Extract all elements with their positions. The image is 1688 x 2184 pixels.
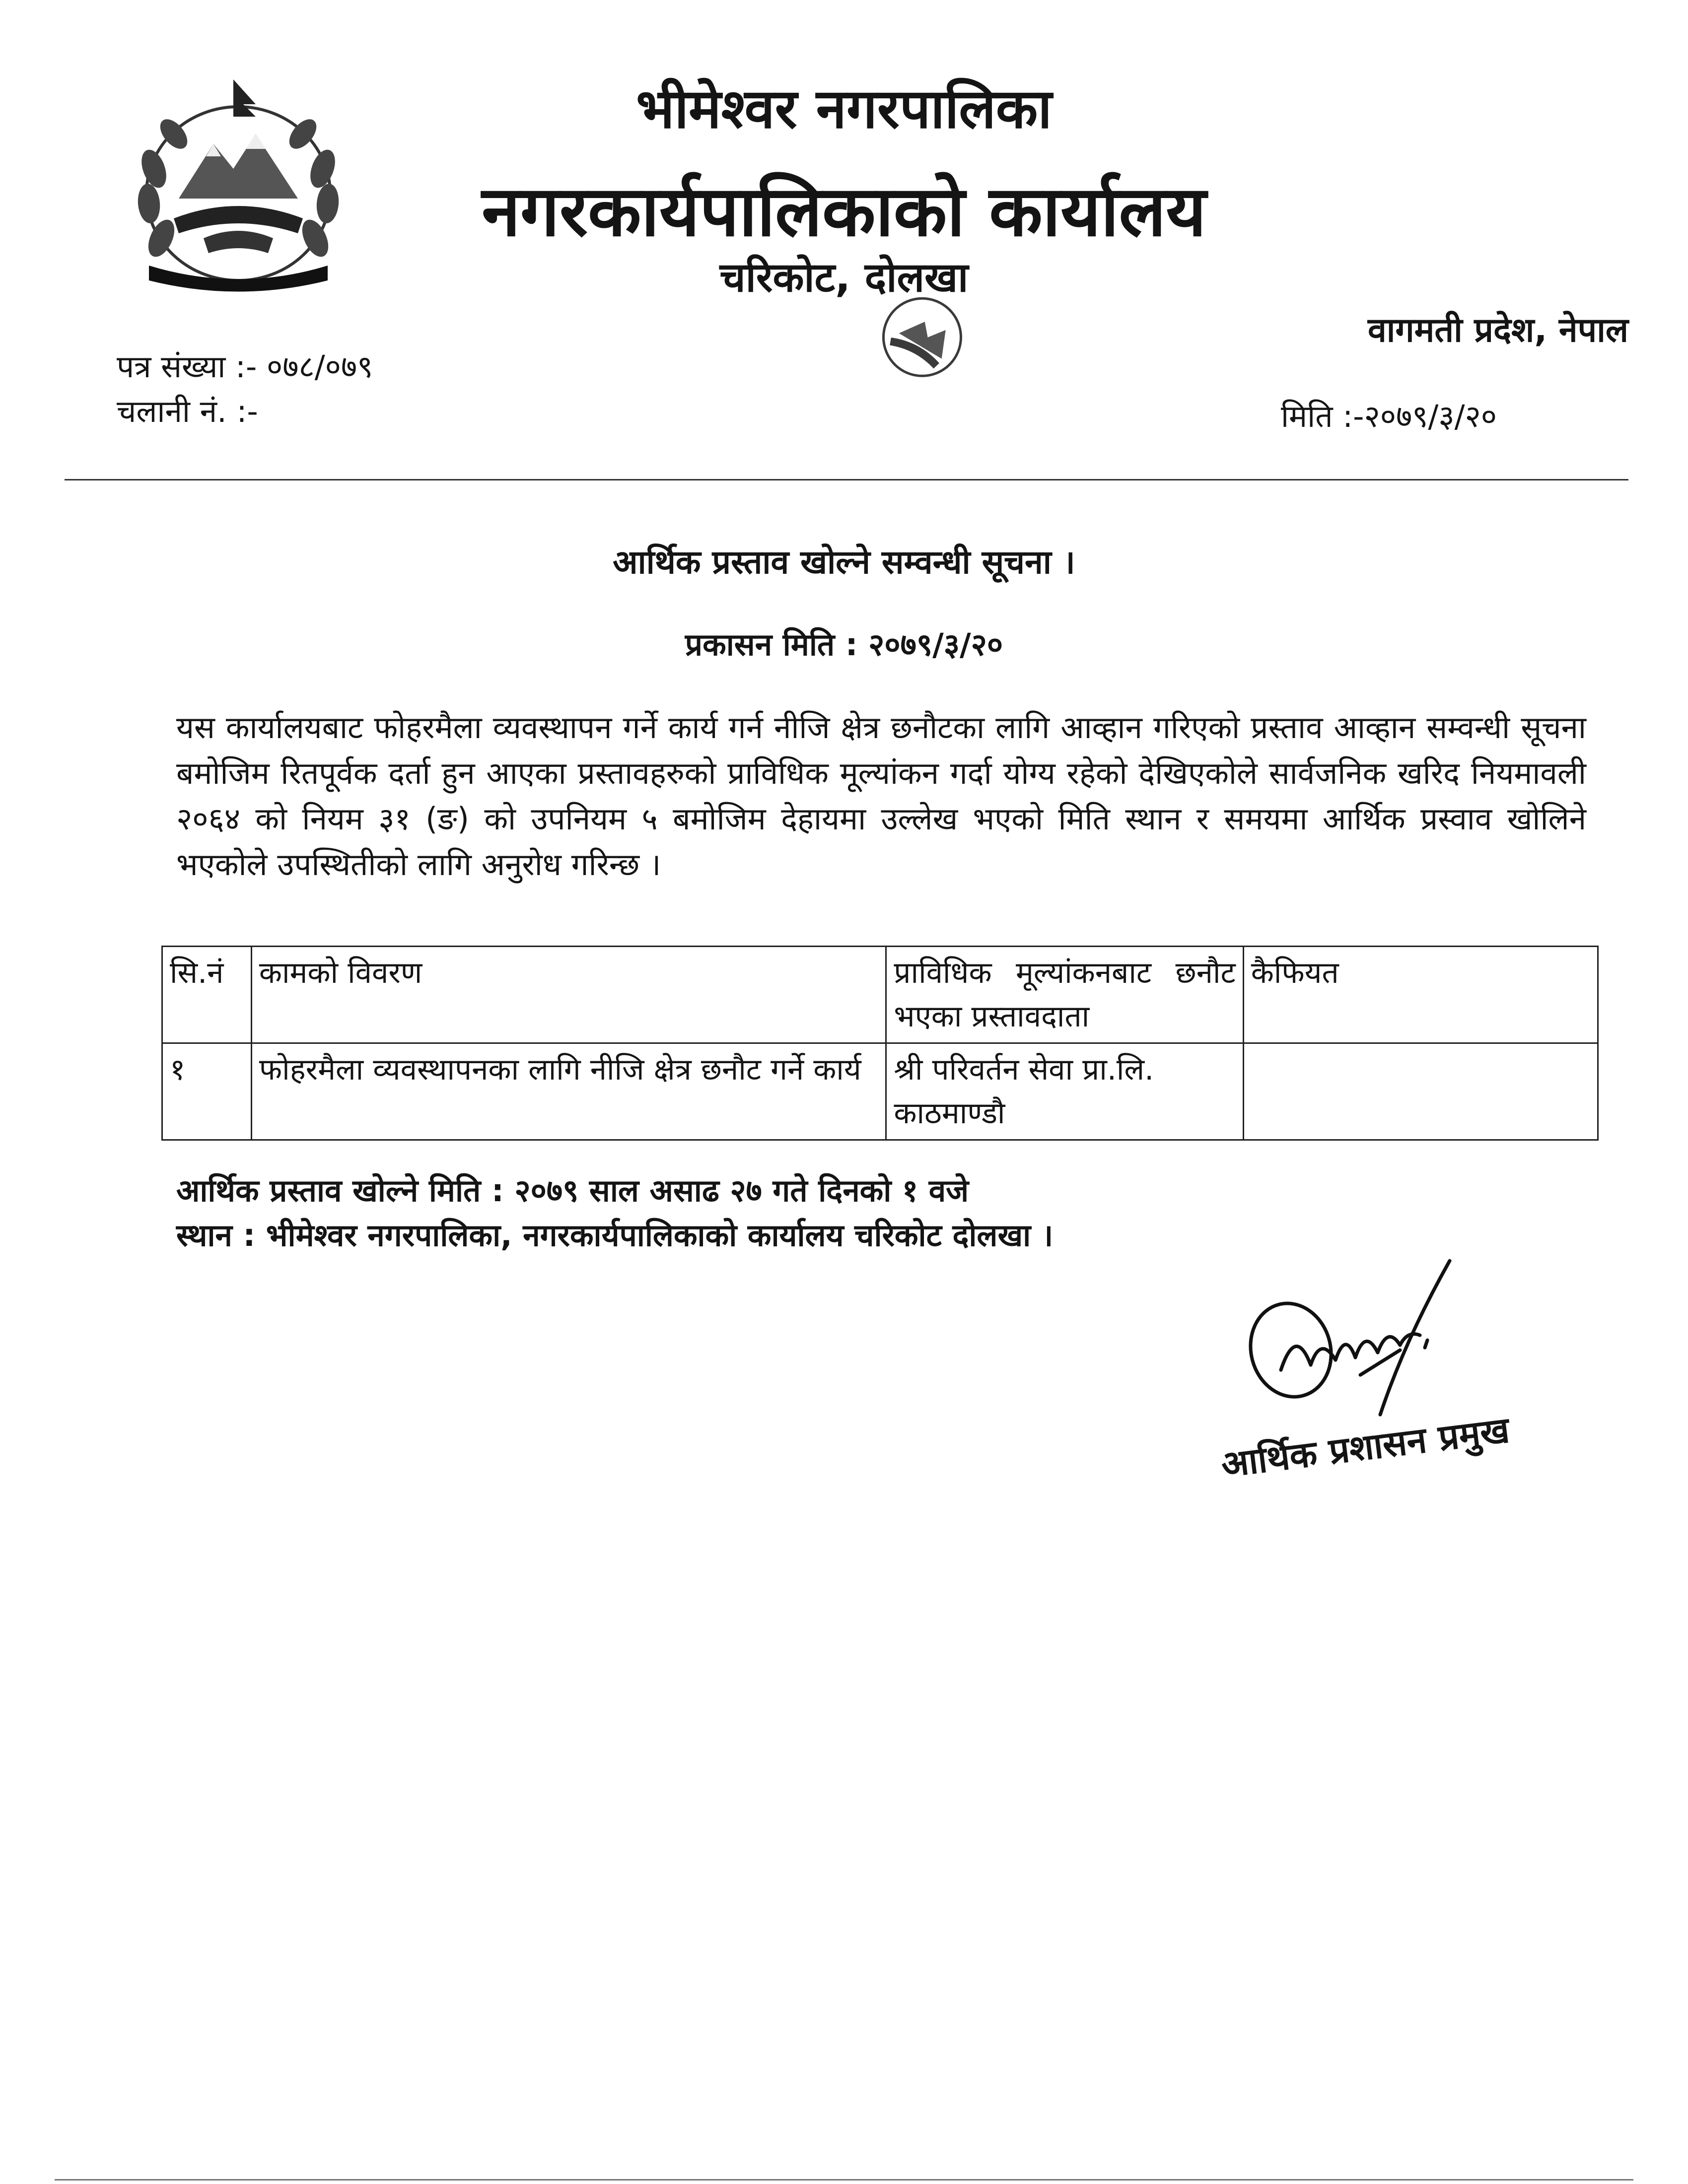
col-header-sn: सि.नं: [162, 947, 252, 1043]
letter-date: मिति :-२०७९/३/२०: [1281, 398, 1497, 434]
letter-number: पत्र संख्या :- ०७८/०७९: [117, 348, 373, 385]
bottom-edge-line: [55, 2179, 1633, 2181]
province-name: वागमती प्रदेश, नेपाल: [1367, 311, 1628, 350]
signature-icon: [1236, 1251, 1534, 1420]
municipality-name: भीमेश्वर नगरपालिका: [636, 77, 1052, 140]
selection-table: [161, 946, 1599, 1141]
notice-subject: आर्थिक प्रस्ताव खोल्ने सम्वन्धी सूचना ।: [613, 543, 1075, 581]
office-name: नगरकार्यपालिकाको कार्यालय: [482, 171, 1206, 252]
cell-bidder: श्री परिवर्तन सेवा प्रा.लि. काठमाण्डौ: [886, 1043, 1243, 1140]
cell-description: फोहरमैला व्यवस्थापनका लागि नीजि क्षेत्र छनौट गर्ने कार्य: [251, 1043, 886, 1140]
col-header-description: कामको विवरण: [251, 947, 886, 1043]
signatory-designation: आर्थिक प्रशासन प्रमुख: [1219, 1409, 1512, 1486]
opening-datetime: आर्थिक प्रस्ताव खोल्ने मिति : २०७९ साल असाढ २७ गते दिनको १ वजे: [176, 1172, 969, 1209]
header-divider: [65, 479, 1628, 480]
col-header-remarks: कैफियत: [1243, 947, 1598, 1043]
cell-remarks: [1243, 1043, 1598, 1140]
table-header-row: [162, 947, 1598, 1043]
cell-sn: १: [162, 1043, 252, 1140]
office-location: चरिकोट, दोलखा: [719, 254, 969, 301]
col-header-bidder: प्राविधिक मूल्यांकनबाट छनौट भएका प्रस्तावदाता: [886, 947, 1243, 1043]
publication-date: प्रकासन मिति : २०७९/३/२०: [685, 626, 1003, 663]
office-stamp-icon: [720, 278, 1028, 536]
table-row: [162, 1043, 1598, 1140]
opening-place: स्थान : भीमेश्वर नगरपालिका, नगरकार्यपालिकाको कार्यालय चरिकोट दोलखा ।: [176, 1217, 1054, 1253]
notice-body: यस कार्यालयबाट फोहरमैला व्यवस्थापन गर्ने कार्य गर्न नीजि क्षेत्र छनौटका लागि आव्हान गरिएको प्रस्ताव आव्हान सम्वन्धी सूचना बमोजिम रितपूर्वक दर्ता हुन आएका प्रस्तावहरुको प्राविधिक मूल्यांकन गर्दा योग्य रहेको देखिएकोले सार्वजनिक खरिद नियमावली २०६४ को नियम ३१ (ङ) को उपनियम ५ बमोजिम देहायमा उल्लेख भएको मिति स्थान र समयमा आर्थिक प्रस्वाव खोलिने भएकोले उपस्थितीको लागि अनुरोध गरिन्छ ।: [176, 709, 1586, 883]
nepal-emblem-icon: [119, 69, 357, 298]
dispatch-number: चलानी नं. :-: [117, 393, 258, 429]
